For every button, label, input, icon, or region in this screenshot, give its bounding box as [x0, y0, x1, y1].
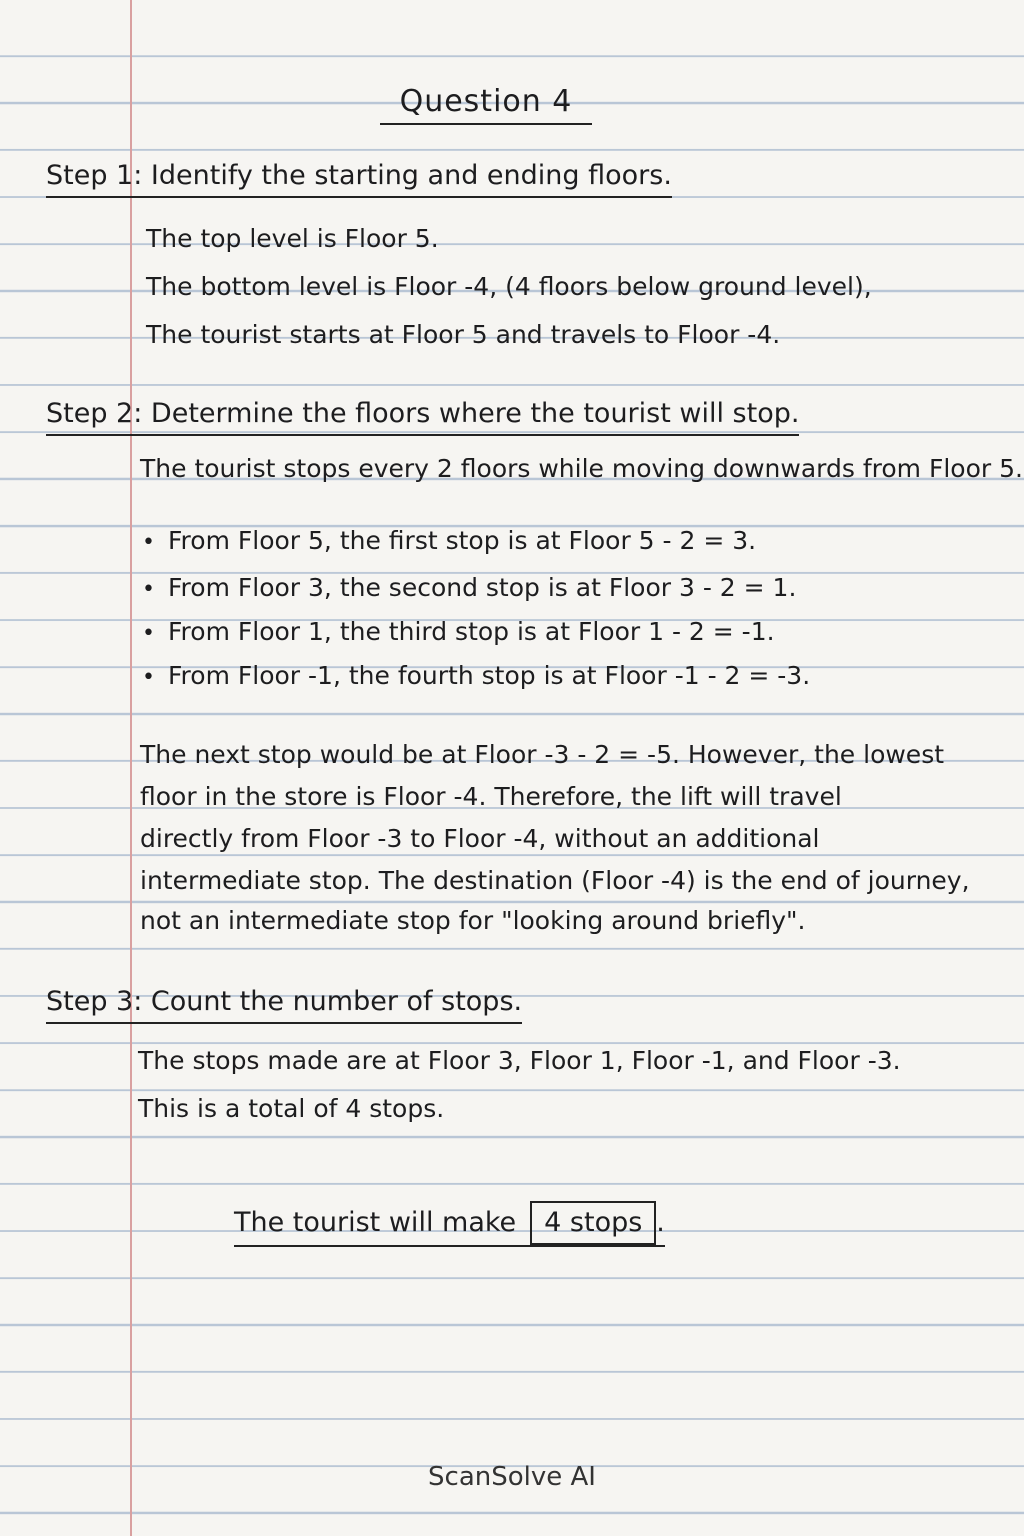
- bullet-dot: •: [142, 577, 155, 602]
- step1-line: The tourist starts at Floor 5 and travels to Floor -4.: [146, 320, 781, 349]
- step2-paragraph-line: not an intermediate stop for "looking around briefly".: [140, 906, 806, 935]
- final-answer-suffix: .: [656, 1207, 665, 1238]
- step2-heading: Step 2: Determine the floors where the tourist will stop.: [46, 398, 799, 436]
- step1-line: The top level is Floor 5.: [146, 224, 439, 253]
- bullet-dot: •: [142, 621, 155, 646]
- step2-paragraph-line: The next stop would be at Floor -3 - 2 = -5. However, the lowest: [140, 740, 945, 769]
- answer-box: 4 stops: [530, 1201, 656, 1245]
- step3-line: The stops made are at Floor 3, Floor 1, Floor -1, and Floor -3.: [138, 1046, 901, 1075]
- footer-brand: ScanSolve AI: [428, 1462, 596, 1492]
- final-answer: [234, 1201, 665, 1247]
- step2-paragraph-line: intermediate stop. The destination (Floor -4) is the end of journey,: [140, 866, 970, 895]
- step3-line: This is a total of 4 stops.: [138, 1094, 445, 1123]
- step3-heading: Step 3: Count the number of stops.: [46, 986, 522, 1024]
- step2-paragraph-line: floor in the store is Floor -4. Therefore, the lift will travel: [140, 782, 842, 811]
- list-item: • From Floor 1, the third stop is at Floor 1 - 2 = -1.: [142, 617, 775, 649]
- margin-line: [130, 0, 132, 1536]
- step1-line: The bottom level is Floor -4, (4 floors below ground level),: [146, 272, 872, 301]
- step2-paragraph-line: directly from Floor -3 to Floor -4, without an additional: [140, 824, 820, 853]
- question-title: Question 4: [380, 84, 592, 125]
- final-answer-prefix: The tourist will make: [234, 1207, 517, 1238]
- step2-intro: The tourist stops every 2 floors while moving downwards from Floor 5.: [140, 454, 1023, 483]
- bullet-dot: •: [142, 665, 155, 690]
- list-item: • From Floor -1, the fourth stop is at Floor -1 - 2 = -3.: [142, 661, 810, 693]
- list-item: • From Floor 3, the second stop is at Floor 3 - 2 = 1.: [142, 573, 796, 605]
- bullet-dot: •: [142, 530, 155, 555]
- list-item: • From Floor 5, the first stop is at Floor 5 - 2 = 3.: [142, 526, 756, 558]
- step1-heading: Step 1: Identify the starting and ending floors.: [46, 160, 672, 198]
